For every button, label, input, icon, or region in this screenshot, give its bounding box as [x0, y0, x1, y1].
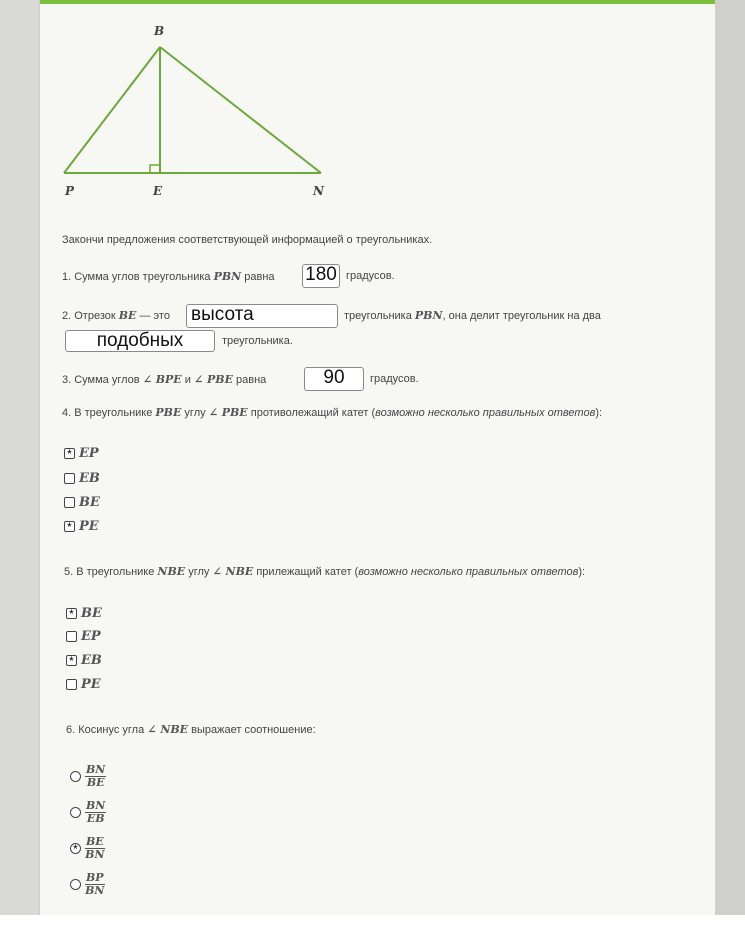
question-5: [64, 565, 585, 578]
right-angle-mark: [150, 165, 160, 173]
q2-suffix: треугольника.: [222, 335, 293, 347]
q6-suffix: выражает соотношение:: [191, 724, 316, 736]
fraction: [85, 836, 105, 861]
numerator: BN: [86, 799, 106, 812]
option-label: PE: [81, 677, 101, 692]
q1-middle: равна: [244, 271, 275, 283]
q3-angle1: ∠ BPE: [142, 373, 182, 386]
q2-after: , она делит треугольник на два: [442, 310, 601, 322]
q5-option-4[interactable]: [66, 677, 101, 692]
q6-option-4[interactable]: [70, 872, 105, 897]
q4-option-1[interactable]: [64, 446, 99, 461]
q4-option-2[interactable]: [64, 471, 100, 486]
option-label: BE: [81, 606, 102, 621]
side-pb: [64, 47, 160, 173]
q4-note: возможно несколько правильных ответов: [375, 407, 596, 419]
q1-triangle: PBN: [213, 270, 242, 283]
denominator: EB: [86, 812, 105, 825]
q2-dash: — это: [139, 310, 170, 322]
q6-option-1[interactable]: [70, 764, 106, 789]
q4-rest: противолежащий катет (: [250, 407, 376, 419]
question-3: [62, 373, 266, 386]
question-6: [66, 723, 316, 736]
q2-triangle: PBN: [414, 309, 443, 322]
radio-icon[interactable]: [70, 807, 81, 818]
checkbox-icon[interactable]: *: [66, 655, 77, 666]
q6-prefix: 6. Косинус угла: [66, 724, 145, 736]
q4-prefix: 4. В треугольнике: [62, 407, 153, 419]
q5-option-1[interactable]: [66, 606, 102, 621]
numerator: BE: [86, 835, 104, 848]
question-4: [62, 406, 602, 419]
q2-middle: треугольника: [344, 310, 412, 322]
option-label: EB: [79, 471, 100, 486]
checkbox-icon[interactable]: [64, 473, 75, 484]
option-label: PE: [79, 519, 99, 534]
radio-icon[interactable]: [70, 771, 81, 782]
fraction: [85, 800, 106, 825]
q6-angle: ∠ NBE: [147, 723, 189, 736]
q5-rest: прилежащий катет (: [256, 566, 359, 578]
option-label: BE: [79, 495, 100, 510]
label-e: E: [153, 184, 163, 198]
q5-close: ):: [578, 566, 586, 578]
checkbox-icon[interactable]: *: [66, 608, 77, 619]
numerator: BP: [86, 871, 104, 884]
question-2: [62, 309, 170, 322]
q6-option-3[interactable]: [70, 836, 105, 861]
radio-icon[interactable]: *: [70, 843, 81, 854]
q1-answer-field[interactable]: 180: [302, 264, 340, 288]
q5-triangle: NBE: [157, 565, 186, 578]
checkbox-icon[interactable]: *: [64, 448, 75, 459]
radio-icon[interactable]: [70, 879, 81, 890]
option-label: EB: [81, 653, 102, 668]
checkbox-icon[interactable]: [66, 631, 77, 642]
q5-option-2[interactable]: [66, 629, 101, 644]
fraction: [85, 764, 106, 789]
numerator: BN: [86, 763, 106, 776]
side-bn: [160, 47, 321, 173]
q2-prefix: 2. Отрезок: [62, 310, 116, 322]
triangle-diagram: [0, 0, 745, 210]
q4-angle-text: углу: [184, 407, 206, 419]
q4-angle: ∠ PBE: [208, 406, 248, 419]
fraction: [85, 872, 105, 897]
checkbox-icon[interactable]: [64, 497, 75, 508]
q5-note: возможно несколько правильных ответов: [358, 566, 579, 578]
q3-angle2: ∠ PBE: [193, 373, 233, 386]
q2-answer2-field[interactable]: подобных: [65, 330, 215, 352]
checkbox-icon[interactable]: [66, 679, 77, 690]
q5-angle: ∠ NBE: [212, 565, 254, 578]
instructions: Закончи предложения соответствующей информацией о треугольниках.: [62, 234, 433, 246]
bottom-strip: [0, 915, 745, 925]
q5-angle-text: углу: [188, 566, 210, 578]
q4-triangle: PBE: [155, 406, 182, 419]
q3-answer-field[interactable]: 90: [304, 367, 364, 391]
q6-option-2[interactable]: [70, 800, 106, 825]
question-2-cont: [344, 309, 601, 322]
q3-middle: равна: [236, 374, 267, 386]
option-label: EP: [79, 446, 99, 461]
q4-option-3[interactable]: [64, 495, 100, 510]
q3-and: и: [184, 374, 191, 386]
option-label: EP: [81, 629, 101, 644]
question-1: [62, 270, 275, 283]
q5-option-3[interactable]: [66, 653, 102, 668]
q4-close: ):: [595, 407, 603, 419]
q5-prefix: 5. В треугольнике: [64, 566, 155, 578]
q4-option-4[interactable]: [64, 519, 99, 534]
label-n: N: [313, 184, 324, 198]
q3-prefix: 3. Сумма углов: [62, 374, 140, 386]
label-p: P: [65, 184, 75, 198]
q3-suffix: градусов.: [370, 373, 419, 385]
checkbox-icon[interactable]: *: [64, 521, 75, 532]
denominator: BN: [85, 848, 105, 861]
denominator: BN: [85, 884, 105, 897]
q2-answer1-field[interactable]: высота: [186, 304, 338, 328]
q1-prefix: 1. Сумма углов треугольника: [62, 271, 211, 283]
denominator: BE: [86, 776, 105, 789]
label-b: B: [154, 24, 165, 38]
q2-segment: BE: [118, 309, 137, 322]
q1-suffix: градусов.: [346, 270, 395, 282]
